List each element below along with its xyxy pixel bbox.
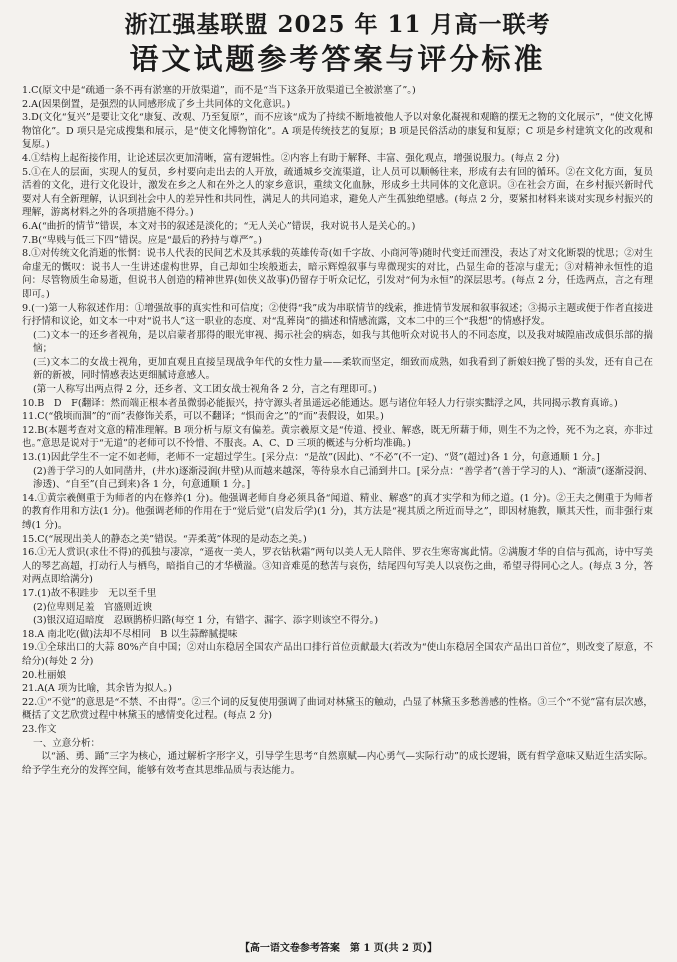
answer-paragraph: 21.A(A 项为比喻，其余皆为拟人。) <box>22 683 172 695</box>
answer-paragraph: 19.①全球出口的大蒜 80%产自中国；②对山东稳居全国农产品出口排行首位贡献最大(若改为“使山东稳居全国农产品出口首位”，则改变了原意，不给分)(每处 2 分) <box>22 642 653 667</box>
document-title: 语文试题参考答案与评分标准 <box>129 42 546 76</box>
answer-paragraph: 13.(1)因此学生不一定不如老师，老师不一定超过学生。[采分点：“是故”(因此)、“不必”(不一定)、“贤”(超过)各 1 分，句意通顺 1 分。] <box>22 452 600 464</box>
answer-paragraph: 一、立意分析： <box>33 737 101 749</box>
answer-paragraph: 7.B(“卑贱与低三下四”错误。应是“最后的矜持与尊严”。) <box>22 234 262 246</box>
answer-paragraph: (2)位卑则足羞 官盛则近谀 <box>33 601 153 613</box>
answer-paragraph: 15.C(“展现出美人的静态之美”错误。“弄柔荑”体现的是动态之美。) <box>22 533 307 545</box>
answer-paragraph: 12.B(本题考查对文意的精准理解。B 项分析与原文有偏差。黄宗羲原文是“传道、授业、解惑，既无所藉于师，则生不为之怜，死不为之哀，亦非过也。”意思是说对于“无道”的老师可以不怜惜、不服丧。A、C、D 三项的概述与分析均准确。) <box>22 424 653 450</box>
page-footer: 【高一语文卷参考答案 第 1 页(共 2 页)】 <box>239 943 438 954</box>
answer-paragraph: 20.杜丽娘 <box>22 669 67 681</box>
answer-paragraph: 18.A 南北吃(做)法却不尽相同 B 以生蒜醉腻提味 <box>22 628 238 640</box>
answer-paragraph: 1.C(原文中是“疏通一条不再有淤塞的开放渠道”，而不是“当下这条开放渠道已全被淤塞了”。) <box>22 85 416 96</box>
answer-paragraph: 9.(一)第一人称叙述作用：①增强故事的真实性和可信度；②使得“我”成为串联情节的线索，推进情节发展和叙事叙述；③揭示主题或便于作者直接进行抒情和议论，如文本一中对“说书人”这一职业的态度、对“乱葬岗”的描述和情感流露，文本二中的三个“我想”的情感抒发。 <box>22 302 653 328</box>
answer-body <box>22 84 653 777</box>
answer-paragraph: 22.①“不觉”的意思是“不禁、不由得”。②三个词的反复使用强调了曲词对林黛玉的触动，凸显了林黛玉多愁善感的性格。③三个“不觉”富有层次感，概括了文艺欣赏过程中林黛玉的感情变化过程。(每点 2 分) <box>22 696 653 722</box>
answer-paragraph: 6.A(“曲折的情节”错误，本文对书的叙述是淡化的；“无人关心”错误，我对说书人是关心的。) <box>22 220 416 232</box>
answer-paragraph: (三)文本二的女战士视角，更加直观且直接呈现战争年代的女性力量——柔软而坚定，细致而成熟，如我看到了新娘妇挽了髻的头发，还有自己在新的新被，同时情感表达更细腻诗意感人。 <box>33 356 653 382</box>
answer-paragraph: 5.①在人的层面，实现人的复员，乡村要向走出去的人开放，疏通城乡交流渠道，让人员可以顺畅往来，形成有去有回的循环。②在文化方面，复员活着的文化，进行文化设计，激发在乡之人和在外之人的家乡意识，重续文化血脉，形成乡土共同体的文化意识。③在社会方面，在乡村振兴新时代要对人有全新理解，认识到社会中人的差异性和共同性，满足人的共同追求，避免人产生孤独绝望感。(每点 2 分，要紧扣材料来谈对实现乡村振兴的理解，游离材料之外的各项措施不得分。) <box>22 166 653 219</box>
answer-paragraph: 17.(1)故不积跬步 无以至千里 <box>22 587 157 599</box>
answer-paragraph: 4.①结构上起衔接作用，让论述层次更加清晰，富有逻辑性。②内容上有助于解释、丰富、强化观点，增强说服力。(每点 2 分) <box>22 152 560 164</box>
answer-paragraph: 23.作文 <box>22 723 57 735</box>
answer-paragraph: 2.A(因果倒置，是强烈的认同感形成了乡土共同体的文化意识。) <box>22 98 291 110</box>
answer-paragraph: 3.D(文化“复兴”是要让文化“康复、改观、乃至复原”，而不应该“成为了持续不断地被他人予以对象化凝视和观瞻的摆无之物的文化展示”，“使文化博物馆化”。D 项只是完成搜集和展示，是“使文化博物馆化”。A 项是传统技艺的复原；B 项是民俗活动的康复和复原；C 项是乡村建筑文化的改观和复原。) <box>22 112 653 151</box>
answer-paragraph: (3)银汉迢迢暗度 忍顾鹊桥归路(每空 1 分，有错字、漏字、添字则该空不得分。) <box>33 615 379 627</box>
answer-paragraph: 以“涵、勇、踊”三字为核心，通过解析字形字义，引导学生思考“自然禀赋—内心勇气—实际行动”的成长逻辑，既有哲学意味又贴近生活实际。给予学生充分的发挥空间，能够有效考查其思维品质与表达能力。 <box>22 751 653 776</box>
answer-paragraph: (二)文本一的还乡者视角，是以启蒙者那得的眼光审视、揭示社会的病态，如我与其他听众对说书人的不同态度，以及我对城隍庙改成俱乐部的揣恼； <box>33 329 653 355</box>
answer-paragraph: (2)善于学习的人如同凿井，(井水)逐渐浸润(井壁)从而越来越深，等待泉水自己涌到井口。[采分点：“善学者”(善于学习的人)、“渐渍”(逐渐浸润、渗透)、“自至”(自己到来)各 1 分，句意通顺 1 分。] <box>33 465 653 491</box>
answer-paragraph: (第一人称写出两点得 2 分，还乡者、文工团女战士视角各 2 分，言之有理即可。) <box>33 384 377 396</box>
answer-paragraph: 10.B D F(翻译：然而端正根本者虽微弱必能振兴，持守源头者虽遥远必能通达。愿与诸位年轻人力行崇实黜浮之风，共同揭示教育真谛。) <box>22 397 618 409</box>
answer-paragraph: 14.①黄宗羲侧重于为师者的内在修养(1 分)。他强调老师自身必须具备“闻道、精业、解惑”的真才实学和为师之道。(1 分)。②王夫之侧重于为师者的教育作用和方法(1 分)。他强调老师的作用在于“觉后觉”(启发后学)(1 分)，其方法是“视其质之所近而导之”，即因材施教，顺其天性，而非强行束缚(1 分)。 <box>22 492 653 531</box>
answer-paragraph: 11.C(“俄顷而涸”的“而”表修饰关系，可以不翻译；“惧而舍之”的“而”表假设，如果。) <box>22 411 384 423</box>
answer-paragraph: 8.①对传统文化消逝的怅惘：说书人代表的民间艺术及其承载的英雄传奇(如千字故、小商河等)随时代变迁而湮没，表达了对文化断裂的忧思；②对生命虚无的慨叹：说书人一生讲述虚构世界，自己却如尘埃般逝去，暗示辉煌叙事与卑微现实的对比，凸显生命的苍凉与虚无；③对精神永恒性的追问：尽管物质生命易逝，但说书人创造的精神世界(如侠义故事)仍留存于听众记忆，引发对“何为永恒”的深层思考。(每点 2 分，任选两点，言之有理即可。) <box>22 248 653 300</box>
exam-title: 浙江强基联盟 2025 年 11 月高一联考 <box>124 11 551 38</box>
answer-paragraph: 16.①无人赏识(求仕不得)的孤独与凄凉，“遥夜一美人，罗衣钻秋霜”两句以美人无人陪伴、罗衣生寒寄寓此情。②满腹才华的自信与孤高，诗中写美人的琴艺高超，打动行人与栖鸟，暗指自己的才华横溢。③知音难觅的愁苦与哀伤，结尾四句写美人以哀伤之曲，希望寻得同心之人。(每点 3 分，答对两点即给满分) <box>22 547 653 586</box>
